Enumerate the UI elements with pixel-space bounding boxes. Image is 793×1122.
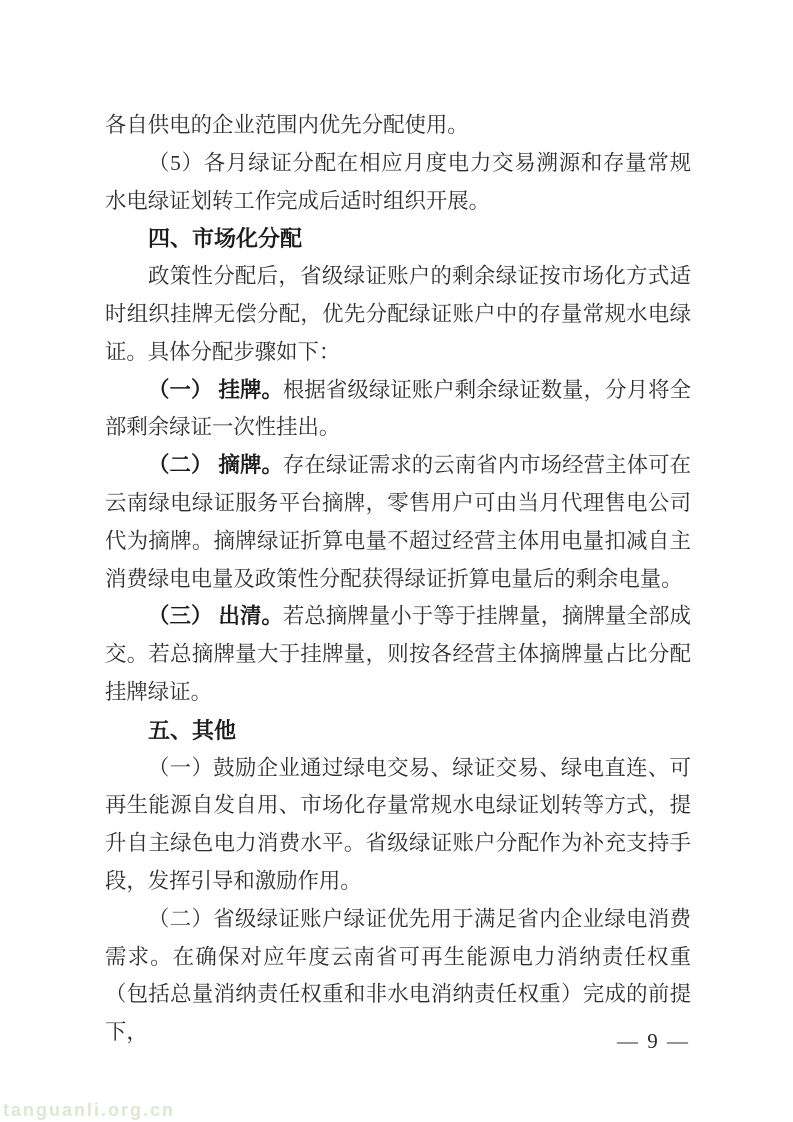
body-text bbox=[105, 107, 691, 1052]
paragraph-carryover: 各自供电的企业范围内优先分配使用。 bbox=[105, 113, 469, 137]
watermark: tanguanli.org.cn bbox=[3, 1100, 176, 1120]
step-2-text: 存在绿证需求的云南省内市场经营主体可在云南绿电绿证服务平台摘牌，零售用户可由当月代理售电公司代为摘牌。摘牌绿证折算电量不超过经营主体用电量扣减自主消费绿电电量及政策性分配获得绿证折算电量后的剩余电量。 bbox=[105, 453, 691, 591]
paragraph-step-2 bbox=[105, 447, 691, 598]
paragraph-other-2: （二）省级绿证账户绿证优先用于满足省内企业绿电消费需求。在确保对应年度云南省可再生能源电力消纳责任权重（包括总量消纳责任权重和非水电消纳责任权重）完成的前提下， bbox=[105, 906, 691, 1045]
paragraph-section4-intro: 政策性分配后，省级绿证账户的剩余绿证按市场化方式适时组织挂牌无偿分配，优先分配绿证账户中的存量常规水电绿证。具体分配步骤如下： bbox=[105, 264, 691, 364]
step-3-text: 若总摘牌量小于等于挂牌量，摘牌量全部成交。若总摘牌量大于挂牌量，则按各经营主体摘牌量占比分配挂牌绿证。 bbox=[105, 604, 691, 704]
step-2-label: （二） 摘牌。 bbox=[148, 453, 283, 478]
step-1-label: （一） 挂牌。 bbox=[148, 377, 283, 402]
step-3-label: （三） 出清。 bbox=[148, 604, 283, 629]
section-heading-4: 四、市场化分配 bbox=[148, 226, 303, 252]
paragraph-item-5: （5）各月绿证分配在相应月度电力交易溯源和存量常规水电绿证划转工作完成后适时组织开展。 bbox=[105, 150, 691, 213]
page-number: — 9 — bbox=[617, 1029, 690, 1053]
section-heading-5: 五、其他 bbox=[148, 717, 237, 743]
paragraph-other-1: （一）鼓励企业通过绿电交易、绿证交易、绿电直连、可再生能源自发自用、市场化存量常规水电绿证划转等方式，提升自主绿色电力消费水平。省级绿证账户分配作为补充支持手段，发挥引导和激励作用。 bbox=[105, 755, 691, 893]
step-1-text: 根据省级绿证账户剩余绿证数量，分月将全部剩余绿证一次性挂出。 bbox=[105, 377, 691, 440]
paragraph-step-1 bbox=[105, 372, 691, 448]
paragraph-step-3 bbox=[105, 598, 691, 711]
